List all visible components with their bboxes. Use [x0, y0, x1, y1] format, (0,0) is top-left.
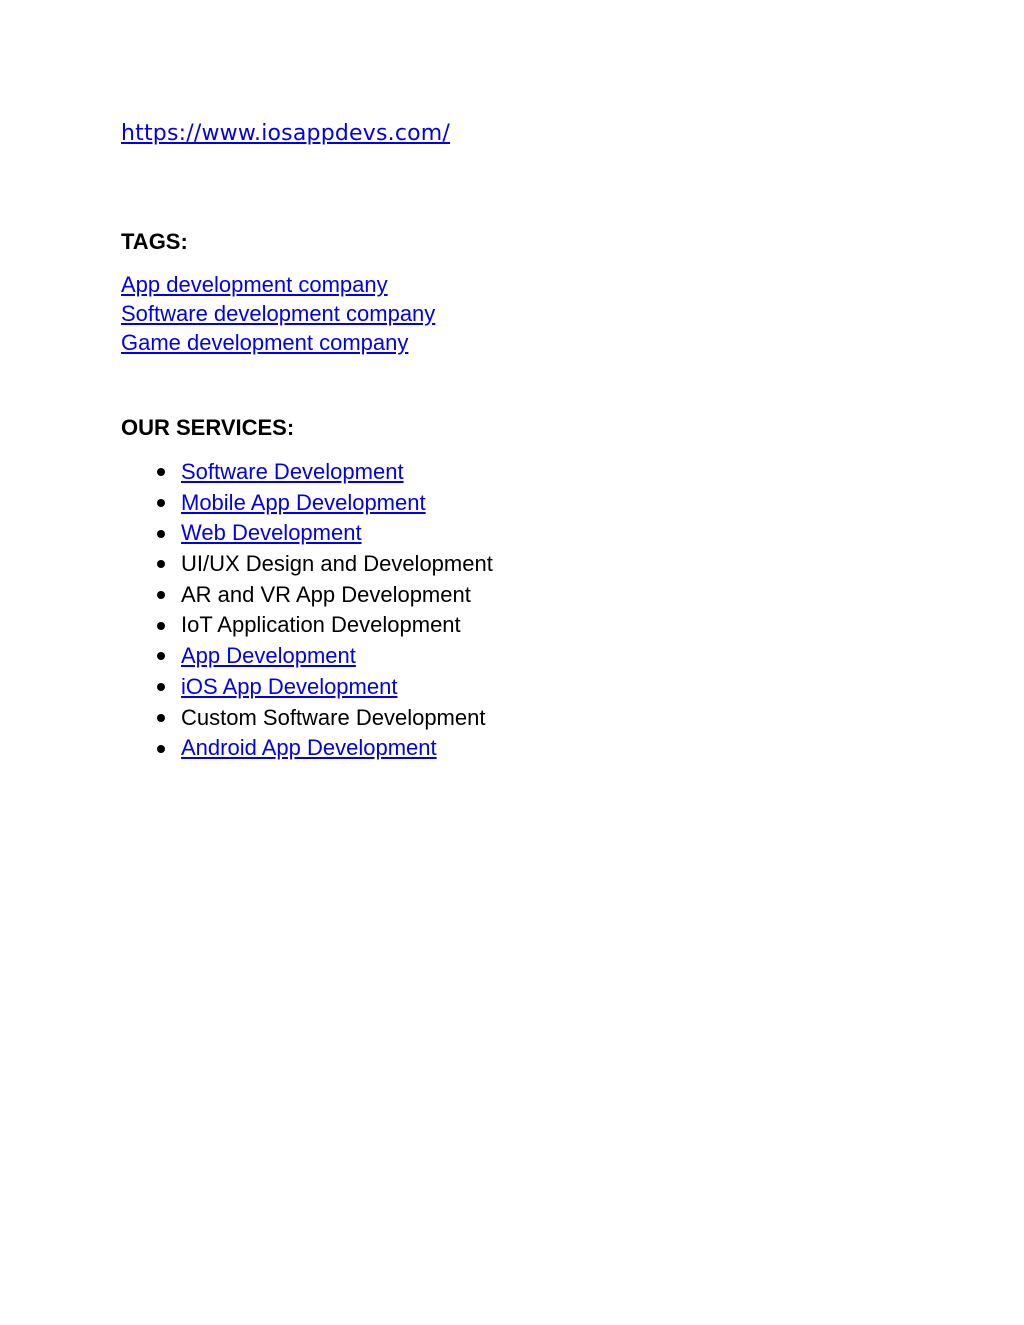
service-link-app-development[interactable]: App Development: [181, 643, 356, 669]
bullet-icon: [157, 622, 165, 630]
service-link-ios-app-development[interactable]: iOS App Development: [181, 673, 398, 699]
service-item: [121, 518, 493, 549]
service-item: [121, 549, 493, 580]
bullet-icon: [157, 530, 165, 538]
tag-item: [121, 328, 435, 357]
service-item: [121, 703, 493, 734]
service-item: [121, 457, 493, 488]
service-link-web-development[interactable]: Web Development: [181, 520, 362, 546]
service-text-uiux-design: UI/UX Design and Development: [181, 551, 493, 577]
bullet-icon: [157, 683, 165, 691]
tag-link-software-development[interactable]: Software development company: [121, 301, 436, 326]
bullet-icon: [157, 652, 165, 660]
service-text-custom-software: Custom Software Development: [181, 704, 486, 730]
tag-link-game-development[interactable]: Game development company: [121, 330, 409, 355]
service-text-ar-vr-development: AR and VR App Development: [181, 581, 471, 607]
services-list: [121, 457, 493, 764]
service-item: [121, 580, 493, 611]
service-link-android-app-development[interactable]: Android App Development: [181, 735, 437, 761]
tag-list: [121, 270, 435, 357]
tags-heading: TAGS:: [121, 229, 188, 254]
tag-link-app-development[interactable]: App development company: [121, 272, 388, 297]
bullet-icon: [157, 468, 165, 476]
bullet-icon: [157, 499, 165, 507]
tag-item: [121, 270, 435, 299]
tag-item: [121, 299, 435, 328]
services-heading: OUR SERVICES:: [121, 415, 295, 440]
site-url-link[interactable]: https://www.iosappdevs.com/: [121, 121, 451, 146]
bullet-icon: [157, 560, 165, 568]
bullet-icon: [157, 714, 165, 722]
service-link-software-development[interactable]: Software Development: [181, 459, 404, 484]
service-link-mobile-app-development[interactable]: Mobile App Development: [181, 489, 426, 515]
bullet-icon: [157, 591, 165, 599]
service-item: [121, 733, 493, 764]
service-item: [121, 610, 493, 641]
service-item: [121, 641, 493, 672]
service-text-iot-development: IoT Application Development: [181, 612, 461, 638]
bullet-icon: [157, 745, 165, 753]
service-item: [121, 672, 493, 703]
service-item: [121, 488, 493, 519]
